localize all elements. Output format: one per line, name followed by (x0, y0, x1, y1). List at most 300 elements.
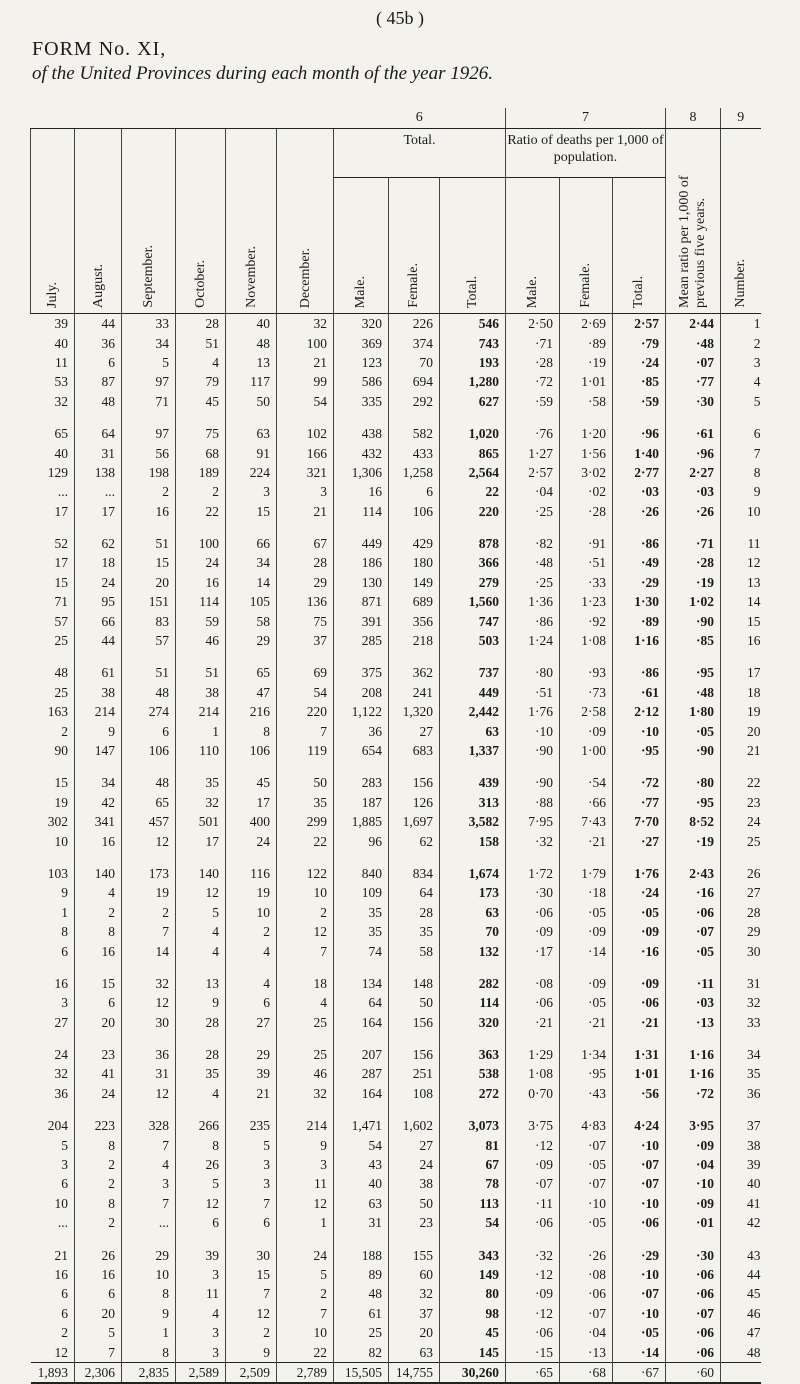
table-cell: 67 (440, 1155, 506, 1174)
table-cell: 31 (75, 443, 122, 462)
table-cell: 14 (226, 573, 277, 592)
table-cell: 36 (721, 1084, 761, 1103)
table-cell: 1 (176, 721, 226, 740)
table-cell: 292 (389, 392, 440, 411)
table-cell: 21 (277, 353, 334, 372)
table-cell: 187 (334, 793, 389, 812)
table-cell: 16 (176, 573, 226, 592)
table-cell: 50 (226, 392, 277, 411)
table-cell: ·21 (560, 1013, 613, 1032)
table-cell: ·16 (666, 883, 721, 902)
group-spacer (31, 1032, 761, 1045)
table-cell: 7 (122, 1135, 176, 1154)
table-cell: 3 (277, 482, 334, 501)
table-cell: 59 (176, 611, 226, 630)
table-cell: ·80 (506, 663, 560, 682)
table-cell: 60 (389, 1265, 440, 1284)
table-cell: ·59 (506, 392, 560, 411)
table-cell: ·72 (613, 773, 666, 792)
table-cell: ·11 (666, 974, 721, 993)
table-cell: ·51 (506, 683, 560, 702)
table-cell: 19 (122, 883, 176, 902)
table-cell: 56 (122, 443, 176, 462)
table-cell: 64 (334, 993, 389, 1012)
table-cell: 4 (277, 993, 334, 1012)
table-cell: 12 (226, 1304, 277, 1323)
table-cell: 95 (75, 592, 122, 611)
table-cell: 27 (389, 1135, 440, 1154)
table-cell: 18 (721, 683, 761, 702)
table-cell: 1·02 (666, 592, 721, 611)
table-cell: ·08 (560, 1265, 613, 1284)
table-cell: 83 (122, 611, 176, 630)
table-row (31, 702, 761, 721)
table-cell: ·07 (560, 1304, 613, 1323)
table-cell: 6 (75, 1284, 122, 1303)
table-cell: 140 (176, 864, 226, 883)
table-cell: 24 (75, 1084, 122, 1103)
table-cell: 302 (47, 814, 68, 830)
table-cell: 116 (226, 864, 277, 883)
table-cell: ·91 (560, 534, 613, 553)
table-cell: ·30 (666, 1245, 721, 1264)
table-cell: ·24 (613, 353, 666, 372)
table-cell: 7 (277, 941, 334, 960)
table-cell: 54 (440, 1213, 506, 1232)
group-spacer (31, 650, 761, 663)
table-cell: 220 (440, 502, 506, 521)
table-cell: 63 (226, 424, 277, 443)
table-cell: ·05 (666, 941, 721, 960)
table-cell: 2 (277, 1284, 334, 1303)
total-cell: 14,755 (389, 1362, 440, 1383)
table-cell: 1·76 (613, 864, 666, 883)
table-cell: 78 (440, 1174, 506, 1193)
table-cell: ·27 (613, 831, 666, 850)
table-cell: 223 (75, 1116, 122, 1135)
table-cell: 96 (334, 831, 389, 850)
table-cell: 32 (721, 993, 761, 1012)
table-cell: 214 (176, 702, 226, 721)
table-cell: 204 (47, 1118, 68, 1134)
table-cell: ·28 (506, 353, 560, 372)
table-cell: ·90 (506, 773, 560, 792)
table-cell: 35 (277, 793, 334, 812)
table-cell: ·77 (666, 372, 721, 391)
table-cell: 501 (176, 812, 226, 831)
table-cell: 12 (122, 993, 176, 1012)
table-row (31, 922, 761, 941)
table-cell: 25 (277, 1013, 334, 1032)
table-cell: 207 (334, 1045, 389, 1064)
table-cell: 1·80 (666, 702, 721, 721)
table-cell: 147 (75, 741, 122, 760)
table-cell: 9 (176, 993, 226, 1012)
table-cell: 41 (75, 1064, 122, 1083)
table-cell: 4 (75, 883, 122, 902)
table-cell: ·54 (560, 773, 613, 792)
table-cell: ·30 (506, 883, 560, 902)
table-cell: 39 (226, 1064, 277, 1083)
table-cell: 8 (122, 1284, 176, 1303)
table-cell: 97 (122, 424, 176, 443)
table-cell: ·12 (506, 1265, 560, 1284)
table-cell: 1,306 (334, 463, 389, 482)
table-cell: 89 (334, 1265, 389, 1284)
table-cell: 48 (721, 1342, 761, 1362)
table-cell: 8 (176, 1135, 226, 1154)
table-cell: 68 (176, 443, 226, 462)
table-cell: ·17 (506, 941, 560, 960)
table-cell: ·09 (560, 721, 613, 740)
table-cell: 35 (334, 903, 389, 922)
table-cell: 54 (277, 392, 334, 411)
table-cell: 48 (75, 392, 122, 411)
table-row (31, 392, 761, 411)
table-cell: 6 (721, 424, 761, 443)
table-cell: 36 (75, 333, 122, 352)
table-cell: 140 (75, 864, 122, 883)
table-cell: 20 (75, 1304, 122, 1323)
table-cell: 31 (122, 1064, 176, 1083)
table-cell: 28 (176, 1013, 226, 1032)
table-cell: ·76 (506, 424, 560, 443)
table-cell: 17 (75, 502, 122, 521)
table-cell: 1,122 (334, 702, 389, 721)
table-cell: 433 (389, 443, 440, 462)
table-cell: 1·56 (560, 443, 613, 462)
table-cell: 38 (721, 1135, 761, 1154)
table-cell: 1,320 (389, 702, 440, 721)
table-cell: 30 (721, 941, 761, 960)
table-cell: 4·24 (613, 1116, 666, 1135)
table-cell: 17 (54, 503, 68, 519)
table-cell: 156 (389, 1013, 440, 1032)
table-cell: 82 (334, 1342, 389, 1362)
table-cell: ·04 (560, 1323, 613, 1342)
table-cell: 16 (75, 1265, 122, 1284)
header-july: July. (45, 282, 60, 308)
table-cell: 356 (389, 611, 440, 630)
table-cell: ·30 (666, 392, 721, 411)
table-cell: ·24 (613, 883, 666, 902)
table-cell: 29 (277, 573, 334, 592)
table-cell: 2 (277, 903, 334, 922)
table-row (31, 553, 761, 572)
table-cell: 320 (334, 314, 389, 334)
table-cell: ·96 (613, 424, 666, 443)
table-cell: 15 (226, 1265, 277, 1284)
table-cell: 400 (226, 812, 277, 831)
table-cell: ·05 (613, 903, 666, 922)
table-cell: 21 (721, 741, 761, 760)
table-cell: ·90 (506, 741, 560, 760)
table-cell: 439 (440, 773, 506, 792)
table-cell: 45 (176, 392, 226, 411)
table-cell: 40 (54, 335, 68, 351)
table-cell: 32 (277, 314, 334, 334)
table-cell: ·07 (666, 353, 721, 372)
table-cell: 16 (334, 482, 389, 501)
table-cell: 1,258 (389, 463, 440, 482)
header-ratio-total: Total. (631, 275, 646, 308)
table-cell: ·25 (506, 573, 560, 592)
table-cell: ·08 (506, 974, 560, 993)
table-cell: 3 (122, 1174, 176, 1193)
table-cell: ·96 (666, 443, 721, 462)
table-cell: 52 (54, 536, 68, 552)
table-cell: 438 (334, 424, 389, 443)
table-cell: 32 (176, 793, 226, 812)
table-cell: 11 (55, 354, 68, 370)
table-cell: 61 (75, 663, 122, 682)
table-cell: 5 (61, 1137, 68, 1153)
table-cell: 109 (334, 883, 389, 902)
table-cell: ·29 (613, 573, 666, 592)
table-cell: ·09 (560, 974, 613, 993)
table-cell: 10 (122, 1265, 176, 1284)
group-spacer (31, 760, 761, 773)
table-cell: 15 (122, 553, 176, 572)
table-cell: 47 (721, 1323, 761, 1342)
table-cell: 2 (226, 1323, 277, 1342)
table-cell: 66 (75, 611, 122, 630)
table-row (31, 1194, 761, 1213)
table-cell: ·10 (613, 1304, 666, 1323)
table-cell: 13 (226, 353, 277, 372)
table-cell: 106 (226, 741, 277, 760)
table-row (31, 631, 761, 650)
table-cell: 8 (75, 1194, 122, 1213)
table-cell: ·05 (613, 1323, 666, 1342)
table-cell: 19 (226, 883, 277, 902)
table-cell: ·85 (666, 631, 721, 650)
group-spacer (31, 1103, 761, 1116)
table-cell: 46 (721, 1304, 761, 1323)
table-cell: 20 (389, 1323, 440, 1342)
table-cell: 136 (277, 592, 334, 611)
table-cell: 251 (389, 1064, 440, 1083)
table-cell: 34 (226, 553, 277, 572)
table-cell: 24 (277, 1245, 334, 1264)
table-row (31, 941, 761, 960)
table-cell: 2,442 (440, 702, 506, 721)
header-ratio-female: Female. (578, 263, 593, 308)
table-row (31, 1155, 761, 1174)
table-cell: ·85 (613, 372, 666, 391)
table-cell: 13 (176, 974, 226, 993)
table-cell: ·95 (666, 793, 721, 812)
table-cell: 1,697 (389, 812, 440, 831)
table-cell: 17 (226, 793, 277, 812)
table-row (31, 1174, 761, 1193)
table-cell: 3 (226, 1155, 277, 1174)
table-cell: 13 (721, 573, 761, 592)
table-cell: 3·95 (666, 1116, 721, 1135)
table-body (31, 314, 761, 1384)
table-cell: 64 (75, 424, 122, 443)
table-cell: 19 (721, 702, 761, 721)
table-cell: 99 (277, 372, 334, 391)
table-cell: 98 (440, 1304, 506, 1323)
table-cell: ·06 (506, 1213, 560, 1232)
table-cell: 151 (122, 592, 176, 611)
table-cell: 20 (721, 721, 761, 740)
table-cell: 28 (389, 903, 440, 922)
table-cell: 7 (75, 1342, 122, 1362)
table-cell: 35 (721, 1064, 761, 1083)
table-cell: 15 (75, 974, 122, 993)
table-cell: 57 (54, 613, 68, 629)
table-cell: 26 (75, 1245, 122, 1264)
table-cell: 90 (54, 743, 68, 758)
table-cell: 35 (334, 922, 389, 941)
table-cell: ·10 (613, 1135, 666, 1154)
table-cell: 1·16 (613, 631, 666, 650)
table-cell: 1·20 (560, 424, 613, 443)
table-cell: 37 (721, 1116, 761, 1135)
total-cell: 2,789 (277, 1362, 334, 1383)
table-cell: 12 (176, 883, 226, 902)
table-cell: 840 (334, 864, 389, 883)
total-cell: ·60 (666, 1362, 721, 1383)
table-cell: ·61 (666, 424, 721, 443)
table-cell: 9 (721, 482, 761, 501)
table-cell: 14 (721, 592, 761, 611)
mortality-table (30, 108, 761, 1384)
table-cell: 627 (440, 392, 506, 411)
table-cell: 70 (389, 353, 440, 372)
table-cell: 63 (440, 721, 506, 740)
table-cell: 2·77 (613, 463, 666, 482)
table-cell: 1·30 (613, 592, 666, 611)
table-cell: 3 (176, 1323, 226, 1342)
table-cell: 32 (277, 1084, 334, 1103)
table-cell: 11 (277, 1174, 334, 1193)
table-row (31, 1342, 761, 1362)
table-cell: ·86 (613, 534, 666, 553)
table-cell: 64 (389, 883, 440, 902)
table-cell: 100 (277, 333, 334, 352)
table-cell: 683 (389, 741, 440, 760)
table-cell: ·07 (613, 1174, 666, 1193)
table-cell: 148 (389, 974, 440, 993)
table-cell: ·03 (613, 482, 666, 501)
table-cell: 6 (61, 1286, 68, 1302)
table-cell: 7 (226, 1284, 277, 1303)
table-cell: 2·44 (666, 314, 721, 334)
table-cell: 108 (389, 1084, 440, 1103)
table-cell: 18 (75, 553, 122, 572)
table-row (31, 773, 761, 792)
table-cell: 7·95 (506, 812, 560, 831)
table-cell: 27 (226, 1013, 277, 1032)
table-cell: 335 (334, 392, 389, 411)
table-cell: 362 (389, 663, 440, 682)
table-cell: 149 (440, 1265, 506, 1284)
table-cell: 65 (226, 663, 277, 682)
table-cell: ·07 (560, 1135, 613, 1154)
form-number: FORM No. XI, (32, 38, 167, 60)
table-cell: 878 (440, 534, 506, 553)
group-spacer (31, 521, 761, 534)
table-cell: 22 (176, 502, 226, 521)
table-cell: 35 (389, 922, 440, 941)
table-cell: 32 (122, 974, 176, 993)
table-cell: 586 (334, 372, 389, 391)
table-cell: 114 (440, 993, 506, 1012)
table-cell: 1·08 (506, 1064, 560, 1083)
table-cell: 97 (122, 372, 176, 391)
table-cell: 103 (47, 865, 68, 881)
table-cell: 9 (277, 1135, 334, 1154)
table-cell: 1,020 (440, 424, 506, 443)
table-cell: 8 (75, 922, 122, 941)
table-cell: 129 (47, 464, 68, 480)
table-cell: ·90 (666, 611, 721, 630)
table-cell: ·06 (560, 1284, 613, 1303)
table-cell: 2 (176, 482, 226, 501)
table-cell: 41 (721, 1194, 761, 1213)
group-header-total: Total. (334, 129, 506, 178)
table-cell: 39 (176, 1245, 226, 1264)
table-cell: 1·72 (506, 864, 560, 883)
table-row (31, 1084, 761, 1103)
table-cell: ·04 (666, 1155, 721, 1174)
table-cell: 113 (440, 1194, 506, 1213)
table-cell: 25 (334, 1323, 389, 1342)
table-cell: 1·08 (560, 631, 613, 650)
table-cell: 27 (54, 1014, 68, 1030)
table-row (31, 1245, 761, 1264)
column-number-7: 7 (506, 108, 666, 129)
table-cell: 24 (226, 831, 277, 850)
table-cell: 110 (176, 741, 226, 760)
table-cell: 51 (176, 333, 226, 352)
table-cell: ·09 (560, 922, 613, 941)
table-cell: 40 (334, 1174, 389, 1193)
table-cell: ·49 (613, 553, 666, 572)
table-cell: 45 (721, 1284, 761, 1303)
table-cell: ·66 (560, 793, 613, 812)
table-cell: ·19 (560, 353, 613, 372)
table-cell: ·05 (560, 1213, 613, 1232)
table-cell: 26 (721, 864, 761, 883)
table-cell: 189 (176, 463, 226, 482)
table-cell: ·95 (666, 663, 721, 682)
header-october: October. (193, 260, 208, 308)
table-cell: 145 (440, 1342, 506, 1362)
table-cell: 79 (176, 372, 226, 391)
table-cell: 1·34 (560, 1045, 613, 1064)
table-cell: 21 (226, 1084, 277, 1103)
table-cell: 62 (389, 831, 440, 850)
table-cell: 272 (440, 1084, 506, 1103)
table-cell: 54 (277, 683, 334, 702)
table-cell: 1·01 (560, 372, 613, 391)
table-cell: 29 (226, 631, 277, 650)
table-row (31, 883, 761, 902)
table-cell: 503 (440, 631, 506, 650)
table-cell: 4 (176, 1084, 226, 1103)
table-row (31, 1013, 761, 1032)
table-cell: 15 (54, 775, 68, 791)
table-cell: 17 (54, 555, 68, 571)
table-cell: 102 (277, 424, 334, 443)
table-cell: ·73 (560, 683, 613, 702)
table-cell: 2 (61, 723, 68, 739)
table-cell: 2·43 (666, 864, 721, 883)
